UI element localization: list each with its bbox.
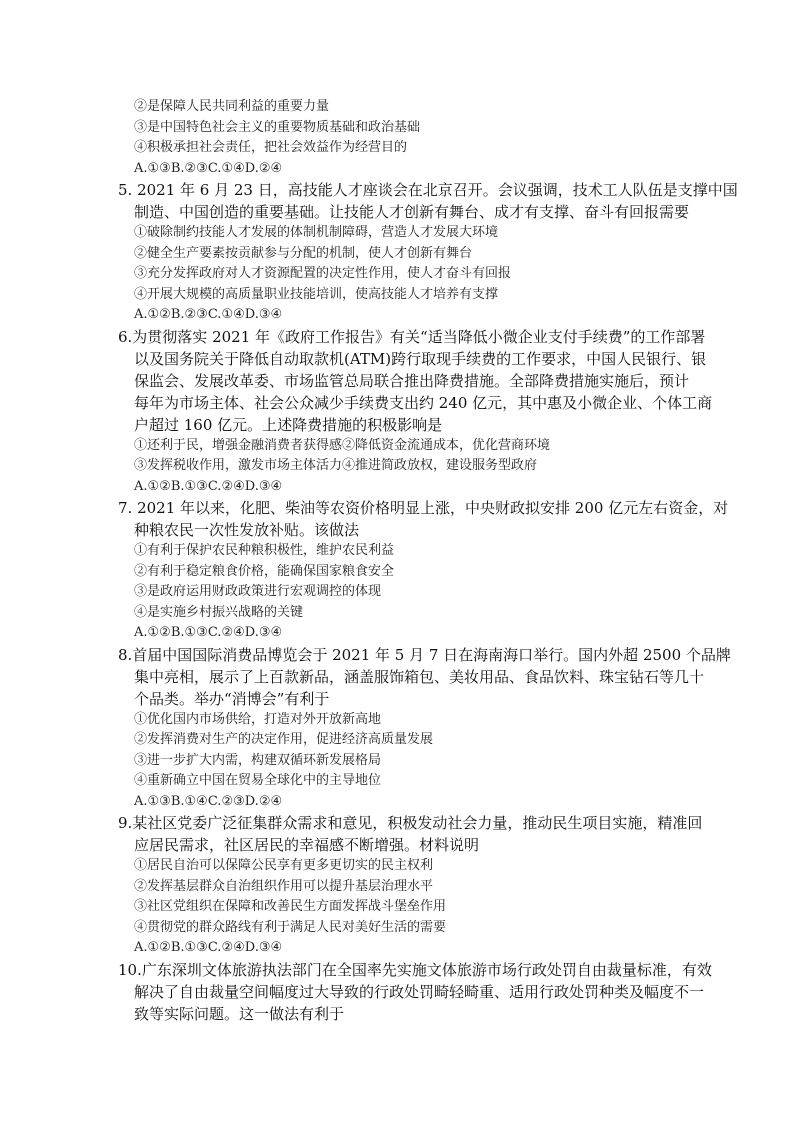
option-line: ②健全生产要素按贡献参与分配的机制，使人才创新有舞台	[134, 245, 473, 261]
option-line: ③是中国特色社会主义的重要物质基础和政治基础	[134, 119, 421, 135]
option-line: ④贯彻党的群众路线有利于满足人民对美好生活的需要	[134, 919, 447, 935]
option-line: ③充分发挥政府对人才资源配置的决定性作用，使人才奋斗有回报	[134, 266, 512, 281]
stem-line: 户超过 160 亿元。上述降费措施的积极影响是	[134, 415, 443, 434]
answer-choices: A.①②B.①③C.②④D.③④	[134, 940, 283, 955]
stem-line: 制造、中国创造的重要基础。让技能人才创新有舞台、成才有支撑、奋斗有回报需要	[134, 203, 690, 221]
stem-line: 解决了自由裁量空间幅度过大导致的行政处罚畸轻畸重、适用行政处罚种类及幅度不一	[134, 982, 705, 1001]
option-line: ①优化国内市场供给，打造对外开放新高地	[134, 711, 382, 727]
answer-choices: A.①②B.①③C.②④D.③④	[134, 478, 283, 494]
option-line: ②是保障人民共同利益的重要力量	[134, 99, 330, 114]
stem-line: 以及国务院关于降低自动取款机(ATM)跨行取现手续费的工作要求，中国人民银行、银	[134, 349, 707, 368]
stem-line: 保监会、发展改革委、市场监管总局联合推出降费措施。全部降费措施实施后，预计	[134, 371, 690, 390]
option-line: ④开展大规模的高质量职业技能培训，使高技能人才培养有支撑	[134, 286, 499, 302]
answer-choices: A.①②B.①③C.②④D.③④	[134, 625, 283, 640]
stem-line: 6.为贯彻落实 2021 年《政府工作报告》有关“适当降低小微企业支付手续费”的工作部署	[118, 327, 706, 346]
question-7	[0, 497, 794, 644]
option-line: ③发挥税收作用，激发市场主体活力④推进简政放权，建设服务型政府	[134, 458, 538, 473]
stem-line: 5. 2021 年 6 月 23 日，高技能人才座谈会在北京召开。会议强调，技术工人队伍是支撑中国	[118, 181, 738, 199]
stem-line: 9.某社区党委广泛征集群众需求和意见，积极发动社会力量，推动民生项目实施，精准回	[118, 814, 703, 832]
option-line: ④积极承担社会责任，把社会效益作为经营目的	[134, 140, 408, 155]
option-line: ①有利于保护农民种粮积极性，维护农民利益	[134, 543, 395, 558]
question-8	[0, 644, 794, 813]
answer-choices: A.①③B.①④C.②③D.②④	[134, 793, 283, 809]
option-line: ①破除制约技能人才发展的体制机制障碍，营造人才发展大环境	[134, 225, 499, 240]
option-line: ②发挥基层群众自治组织作用可以提升基层治理水平	[134, 878, 434, 894]
option-line: ③社区党组织在保障和改善民生方面发挥战斗堡垒作用	[134, 899, 447, 914]
option-line: ②有利于稳定粮食价格，能确保国家粮食安全	[134, 563, 395, 579]
option-line: ③是政府运用财政政策进行宏观调控的体现	[134, 584, 382, 599]
stem-line: 致等实际问题。这一做法有利于	[134, 1004, 345, 1023]
question-9	[0, 812, 794, 959]
stem-line: 种粮农民一次性发放补贴。该做法	[134, 521, 360, 539]
option-line: ③进一步扩大内需，构建双循环新发展格局	[134, 752, 382, 768]
stem-line: 10.广东深圳文体旅游执法部门在全国率先实施文体旅游市场行政处罚自由裁量标准，有效	[118, 960, 712, 979]
stem-line: 每年为市场主体、社会公众减少手续费支出约 240 亿元，其中惠及小微企业、个体工商	[134, 393, 713, 412]
question-10	[0, 959, 794, 1025]
exam-content	[0, 97, 794, 1025]
stem-line: 8.首届中国国际消费品博览会于 2021 年 5 月 7 日在海南海口举行。国内外超 2500 个品牌	[118, 645, 731, 664]
option-line: ①还利于民，增强金融消费者获得感②降低资金流通成本，优化营商环境	[134, 437, 551, 453]
stem-line: 应居民需求，社区居民的幸福感不断增强。材料说明	[134, 836, 480, 854]
question-6	[0, 326, 794, 498]
answer-choices: A.①②B.②③C.①④D.③④	[134, 307, 283, 322]
question-4-continued	[0, 97, 794, 179]
option-line: ④是实施乡村振兴战略的关键	[134, 604, 304, 620]
stem-line: 7. 2021 年以来，化肥、柴油等农资价格明显上涨，中央财政拟安排 200 亿元左右资金，对	[118, 499, 729, 517]
stem-line: 个品类。举办“消博会”有利于	[134, 689, 330, 708]
option-line: ④重新确立中国在贸易全球化中的主导地位	[134, 773, 382, 788]
answer-choices: A.①③B.②③C.①④D.②④	[134, 160, 283, 176]
option-line: ②发挥消费对生产的决定作用，促进经济高质量发展	[134, 732, 434, 747]
stem-line: 集中亮相，展示了上百款新品，涵盖服饰箱包、美妆用品、食品饮料、珠宝钻石等几十	[134, 667, 705, 686]
option-line: ①居民自治可以保障公民享有更多更切实的民主权利	[134, 858, 434, 873]
question-5	[0, 179, 794, 326]
